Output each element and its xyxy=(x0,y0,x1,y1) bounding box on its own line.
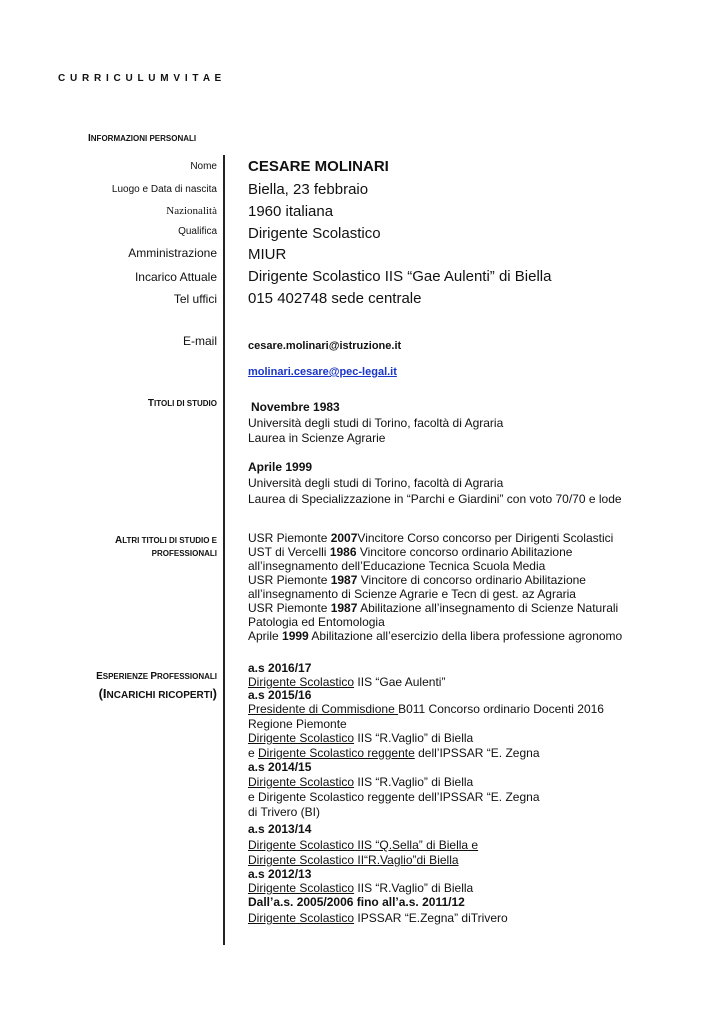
section-heading-titoli: TITOLI DI STUDIO xyxy=(147,398,217,409)
altri-line: all’insegnamento di Scienze Agrarie e Tecn di gest. az Agraria xyxy=(248,587,576,601)
cv-title: C U R R I C U L U M V I T A E xyxy=(58,73,223,84)
esperienza-line: Dirigente Scolastico IIS “R.Vaglio” di Biella xyxy=(248,881,474,895)
section-heading-esperienze: ESPERIENZE PROFESSIONALI xyxy=(96,671,217,682)
value-nome: CESARE MOLINARI xyxy=(248,158,389,175)
vertical-divider xyxy=(223,155,225,945)
titolo-date: Aprile 1999 xyxy=(248,460,313,474)
titolo-line: Laurea in Scienze Agrarie xyxy=(248,431,386,445)
label-qualifica: Qualifica xyxy=(178,226,217,237)
esperienza-anno: a.s 2012/13 xyxy=(248,867,312,881)
label-amministrazione: Amministrazione xyxy=(128,246,217,260)
esperienza-line: e Dirigente Scolastico reggente dell’IPSSAR “E. Zegna xyxy=(248,790,540,804)
esperienza-line: Dirigente Scolastico II“R.Vaglio”di Biella xyxy=(248,853,459,867)
label-nazionalita: Nazionalità xyxy=(166,205,217,217)
esperienza-line: di Trivero (BI) xyxy=(248,805,321,819)
titolo-line: Laurea di Specializzazione in “Parchi e Giardini” con voto 70/70 e lode xyxy=(248,492,622,506)
esperienza-line: e Dirigente Scolastico reggente dell’IPSSAR “E. Zegna xyxy=(248,746,540,760)
titolo-line: Università degli studi di Torino, facoltà di Agraria xyxy=(248,416,504,430)
titolo-line: Università degli studi di Torino, facoltà di Agraria xyxy=(248,476,504,490)
altri-line: USR Piemonte 1987 Abilitazione all’insegnamento di Scienze Naturali xyxy=(248,601,619,615)
value-nazionalita: 1960 italiana xyxy=(248,203,334,220)
value-qualifica: Dirigente Scolastico xyxy=(248,225,381,242)
label-email: E-mail xyxy=(182,334,217,348)
section-heading-altri-titoli-line2: PROFESSIONALI xyxy=(151,549,217,558)
section-heading-personal: INFORMAZIONI PERSONALI xyxy=(88,133,197,144)
altri-line: USR Piemonte 2007Vincitore Corso concorso per Dirigenti Scolastici xyxy=(248,531,614,545)
section-heading-incarichi: (INCARICHI RICOPERTI) xyxy=(98,686,217,701)
esperienza-anno: Dall’a.s. 2005/2006 fino all’a.s. 2011/12 xyxy=(248,895,465,909)
esperienza-line: Presidente di Commisdione B011 Concorso ordinario Docenti 2016 xyxy=(248,702,604,716)
section-heading-altri-titoli: ALTRI TITOLI DI STUDIO E xyxy=(114,535,217,546)
label-nome: Nome xyxy=(190,161,217,172)
esperienza-line: Regione Piemonte xyxy=(248,717,347,731)
value-tel: 015 402748 sede centrale xyxy=(248,290,422,307)
esperienza-anno: a.s 2016/17 xyxy=(248,661,312,675)
esperienza-line: Dirigente Scolastico IIS “R.Vaglio” di Biella xyxy=(248,731,474,745)
esperienza-line: Dirigente Scolastico IPSSAR “E.Zegna” diTrivero xyxy=(248,911,508,925)
label-tel: Tel uffici xyxy=(173,292,217,306)
pec-email-link[interactable]: molinari.cesare@pec-legal.it xyxy=(248,366,397,378)
altri-line: Patologia ed Entomologia xyxy=(248,615,385,629)
esperienza-anno: a.s 2014/15 xyxy=(248,760,312,774)
esperienza-line: Dirigente Scolastico IIS “R.Vaglio” di Biella xyxy=(248,775,474,789)
esperienza-line: Dirigente Scolastico IIS “Q.Sella” di Biella e xyxy=(248,838,479,852)
value-email: cesare.molinari@istruzione.it xyxy=(248,340,402,352)
titolo-date: Novembre 1983 xyxy=(251,400,340,414)
value-amministrazione: MIUR xyxy=(248,246,287,263)
esperienza-anno: a.s 2015/16 xyxy=(248,688,312,702)
esperienza-line: Dirigente Scolastico IIS “Gae Aulenti” xyxy=(248,675,446,689)
label-incarico: Incarico Attuale xyxy=(134,270,217,284)
value-luogo-data: Biella, 23 febbraio xyxy=(248,181,369,198)
altri-line: UST di Vercelli 1986 Vincitore concorso ordinario Abilitazione xyxy=(248,545,573,559)
esperienza-anno: a.s 2013/14 xyxy=(248,822,312,836)
label-luogo-data: Luogo e Data di nascita xyxy=(111,184,217,195)
value-incarico: Dirigente Scolastico IIS “Gae Aulenti” di Biella xyxy=(248,268,552,285)
altri-line: all’insegnamento dell’Educazione Tecnica Scuola Media xyxy=(248,559,546,573)
altri-line: Aprile 1999 Abilitazione all’esercizio della libera professione agronomo xyxy=(248,629,623,643)
altri-line: USR Piemonte 1987 Vincitore di concorso ordinario Abilitazione xyxy=(248,573,586,587)
